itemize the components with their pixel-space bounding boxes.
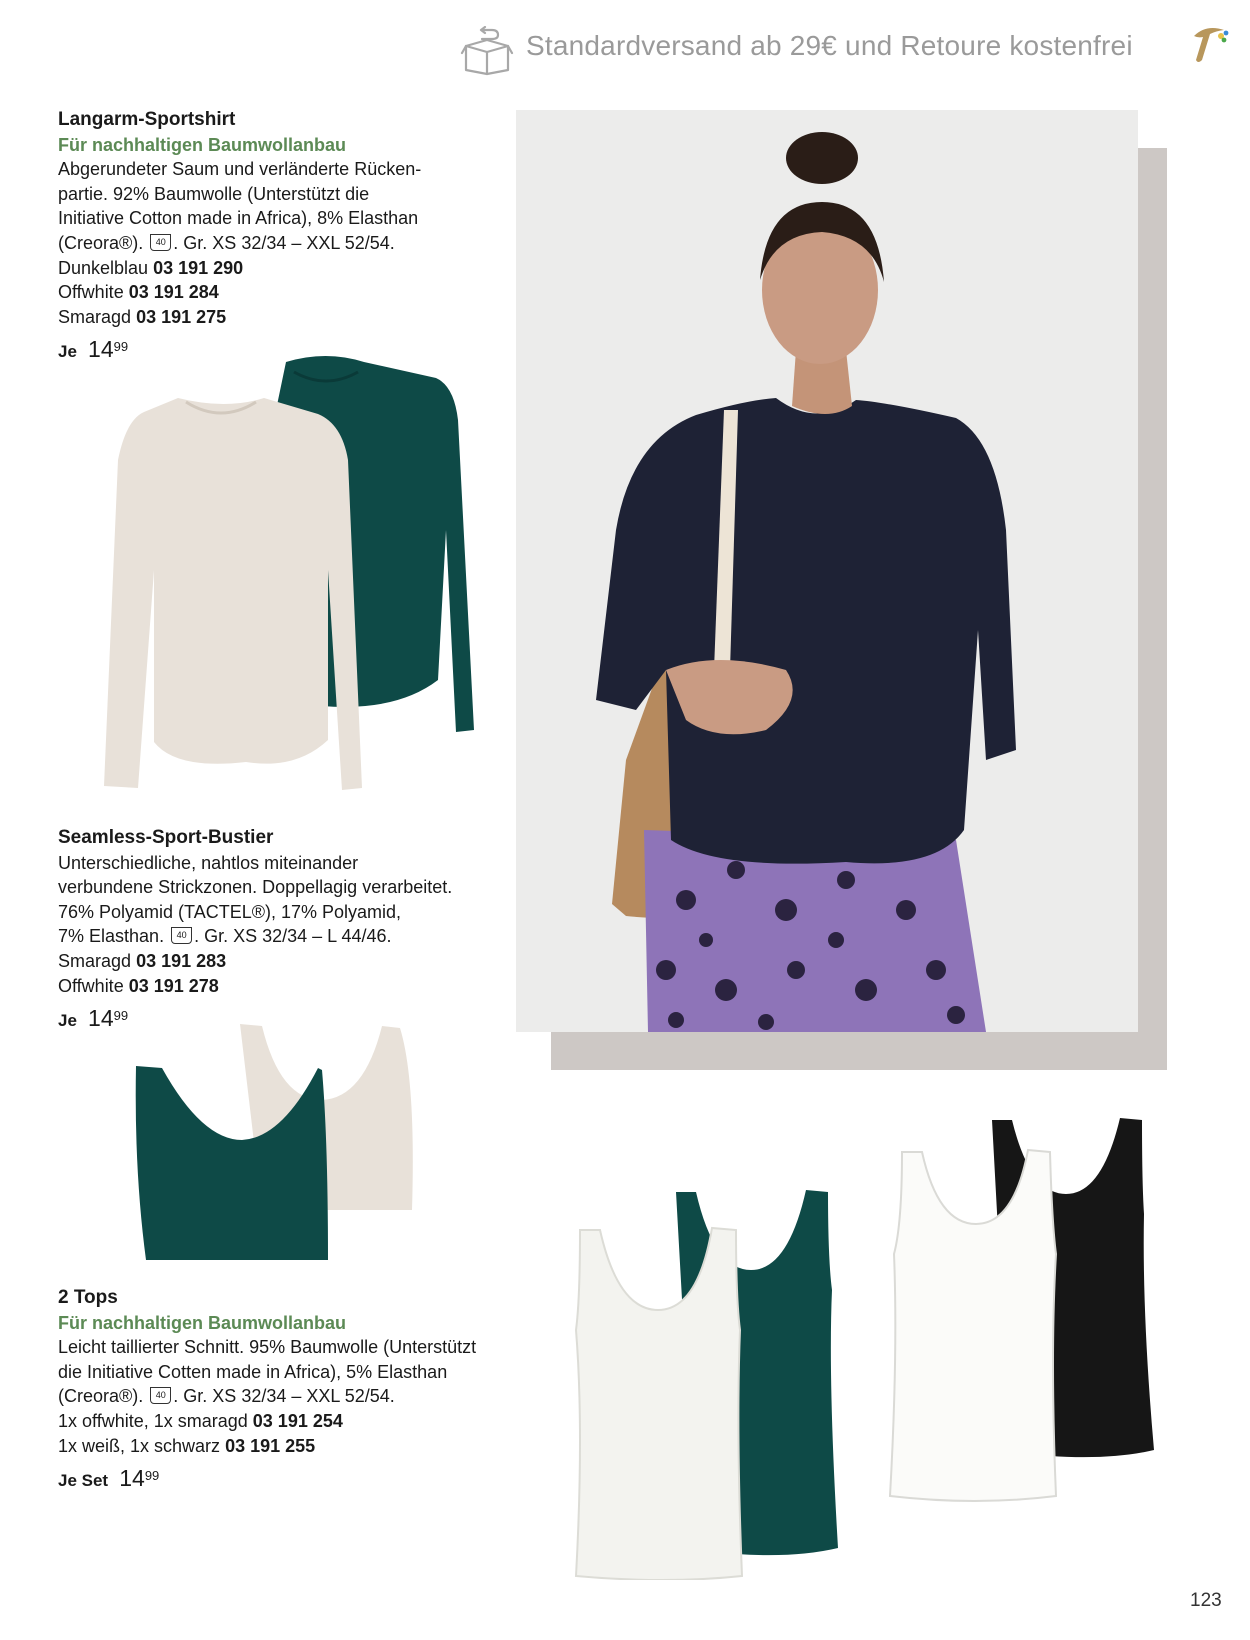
variant-row xyxy=(58,256,528,281)
variant-row xyxy=(58,974,528,999)
washing-40-icon: 40 xyxy=(150,234,171,251)
price-euro: 14 xyxy=(88,1005,114,1032)
tchibo-logo-icon xyxy=(1188,22,1232,66)
variant-name: Smaragd xyxy=(58,306,132,327)
variant-name: Smaragd xyxy=(58,950,132,971)
variant-name: 1x offwhite, 1x smaragd xyxy=(58,1410,248,1431)
tops-offwhite-smaragd-image xyxy=(566,1180,846,1580)
price xyxy=(58,1466,528,1494)
product-seamless-sport-bustier xyxy=(58,826,528,1034)
size-text: . Gr. XS 32/34 – XXL 52/54. xyxy=(173,1386,395,1407)
variant-name: Offwhite xyxy=(58,282,124,303)
size-text: . Gr. XS 32/34 – L 44/46. xyxy=(194,926,392,947)
model-photo xyxy=(516,110,1138,1032)
variant-row xyxy=(58,1409,528,1434)
variant-name: Offwhite xyxy=(58,975,124,996)
model-wearing-sportshirt-image xyxy=(516,110,1138,1032)
product-description xyxy=(58,1335,528,1409)
variant-row xyxy=(58,1434,528,1459)
variant-row xyxy=(58,305,528,330)
article-number: 03 191 284 xyxy=(128,282,219,303)
description-text: Unterschiedliche, nahtlos miteinander verbundene Strickzonen. Doppellagig verarbeitet. 76% Polyamid (TACTEL®), 17% Polyamid, 7% Elasthan. xyxy=(58,852,453,947)
washing-40-icon: 40 xyxy=(150,1387,171,1404)
price-cents: 99 xyxy=(113,339,129,355)
variant-name: 1x weiß, 1x schwarz xyxy=(58,1435,221,1456)
price-prefix: Je xyxy=(58,1011,77,1031)
variant-row xyxy=(58,949,528,974)
shipping-text: Standardversand ab 29€ und Retoure kostenfrei xyxy=(526,30,1133,61)
article-number: 03 191 255 xyxy=(225,1435,316,1456)
product-subtitle: Für nachhaltigen Baumwollanbau xyxy=(58,134,347,155)
description-text: Abgerundeter Saum und verländerte Rücken- partie. 92% Baumwolle (Unterstützt die Initiative Cotton made in Africa), 8% Elasthan (Creora®). xyxy=(58,159,422,253)
article-number: 03 191 278 xyxy=(128,975,219,996)
product-description xyxy=(58,157,528,255)
product-subtitle: Für nachhaltigen Baumwollanbau xyxy=(58,1312,347,1333)
description-text: Leicht taillierter Schnitt. 95% Baumwolle (Unterstützt die Initiative Cotten made in Africa), 5% Elasthan (Creora®). xyxy=(58,1337,477,1407)
price-prefix: Je Set xyxy=(58,1471,109,1491)
variant-name: Dunkelblau xyxy=(58,257,149,278)
washing-40-icon: 40 xyxy=(171,927,192,944)
article-number: 03 191 254 xyxy=(252,1410,343,1431)
price-cents: 99 xyxy=(144,1468,160,1484)
page-number: 123 xyxy=(1190,1590,1222,1611)
shipping-banner xyxy=(460,22,1200,78)
price-prefix: Je xyxy=(58,342,77,362)
product-2-tops xyxy=(58,1286,528,1494)
product-description xyxy=(58,851,528,949)
variant-row xyxy=(58,280,528,305)
price-euro: 14 xyxy=(119,1465,145,1492)
article-number: 03 191 283 xyxy=(136,950,227,971)
longsleeve-shirts-image xyxy=(96,350,546,790)
price-euro: 14 xyxy=(88,336,114,363)
sport-bustier-image xyxy=(132,1020,432,1260)
article-number: 03 191 290 xyxy=(153,257,244,278)
tops-weiss-schwarz-image xyxy=(880,1114,1160,1514)
product-title: 2 Tops xyxy=(58,1287,118,1308)
product-title: Langarm-Sportshirt xyxy=(58,109,236,130)
price-cents: 99 xyxy=(113,1008,129,1024)
size-text: . Gr. XS 32/34 – XXL 52/54. xyxy=(173,232,395,253)
product-langarm-sportshirt xyxy=(58,108,528,365)
product-title: Seamless-Sport-Bustier xyxy=(58,827,274,848)
package-return-icon xyxy=(460,26,514,76)
article-number: 03 191 275 xyxy=(136,306,227,327)
